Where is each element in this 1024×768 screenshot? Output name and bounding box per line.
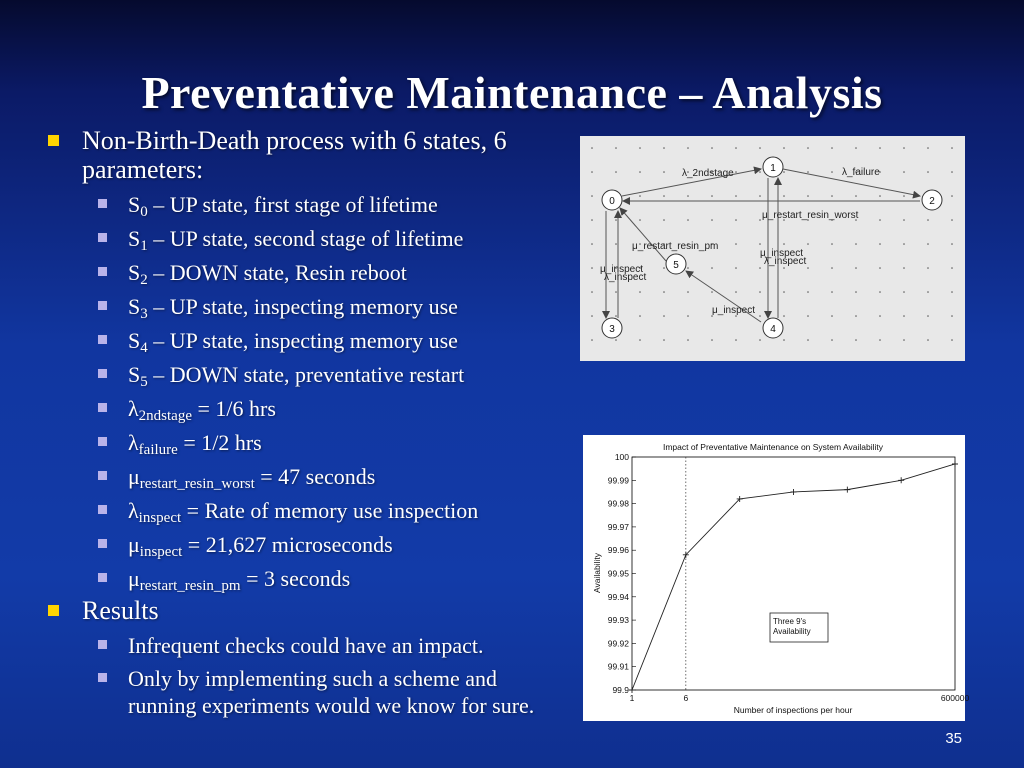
label-2ndstage: λ_2ndstage: [682, 168, 734, 179]
sub-bullet-icon: [98, 267, 107, 276]
label-failure: λ_failure: [842, 167, 880, 178]
bullet-param-restart-pm: $\mu_{restart\_resin\_pm} = 3$ seconds: [44, 565, 584, 592]
sub-bullet-icon: [98, 640, 107, 649]
label-mu-inspect-45: μ_inspect: [712, 305, 756, 316]
state-diagram: [580, 136, 965, 361]
bullet-state-s5: $S_5$ – DOWN state, preventative restart: [44, 361, 584, 388]
sub-bullet-icon: [98, 505, 107, 514]
bullet-param-restart-worst: $\mu_{restart\_resin\_worst} = 47$ seconds: [44, 463, 584, 490]
bullet-param-mu-inspect: $\mu_{inspect} = 21,627$ microseconds: [44, 531, 584, 558]
sub-bullet-icon: [98, 199, 107, 208]
x-axis-label: Number of inspections per hour: [733, 705, 853, 715]
y-tick-label: 99.9: [612, 685, 629, 695]
bullet-result-2: Only by implementing such a scheme and running experiments would we know for sure.: [44, 665, 548, 719]
state-diagram-svg: [580, 136, 965, 361]
label-restart-worst: μ_restart_resin_worst: [762, 210, 859, 221]
bullet-process: Non-Birth-Death process with 6 states, 6 parameters:: [44, 126, 584, 184]
svg-text:5: 5: [673, 260, 679, 271]
y-tick-label: 99.98: [607, 498, 629, 509]
y-tick-label: 99.99: [607, 475, 629, 486]
state-node-1: [763, 157, 783, 177]
state-node-5: [666, 254, 686, 274]
sub-bullet-icon: [98, 573, 107, 582]
page-number: 35: [945, 730, 962, 747]
x-tick-label: 6: [683, 693, 689, 703]
availability-chart-svg: [583, 435, 970, 721]
svg-text:1: 1: [770, 163, 776, 174]
sub-bullet-icon: [98, 471, 107, 480]
x-tick-label: 600000: [940, 693, 970, 703]
bullet-list: [44, 126, 584, 719]
sub-bullet-icon: [98, 673, 107, 682]
bullet-state-s2: $S_2$ – DOWN state, Resin reboot: [44, 259, 584, 286]
chart-title: Impact of Preventative Maintenance on System Availability: [662, 442, 884, 452]
sub-bullet-icon: [98, 539, 107, 548]
label-lambda-inspect-03: λ_inspect: [604, 272, 647, 283]
sub-bullet-icon: [98, 301, 107, 310]
state-node-2: [922, 190, 942, 210]
y-tick-label: 99.91: [607, 661, 629, 672]
svg-text:3: 3: [609, 324, 615, 335]
bullet-result-1: Infrequent checks could have an impact.: [44, 632, 584, 659]
annotation-box: [770, 613, 828, 642]
svg-text:2: 2: [929, 196, 935, 207]
bullet-param-failure: $\lambda_{failure} = 1/2$ hrs: [44, 429, 584, 456]
svg-text:0: 0: [609, 196, 615, 207]
bullet-results: Results: [44, 596, 584, 625]
annotation-line-1: Three 9's: [773, 617, 807, 626]
slide-title: Preventative Maintenance – Analysis: [141, 67, 883, 118]
label-mu-inspect-03: μ_inspect: [600, 264, 644, 275]
y-axis-label: Availability: [592, 552, 602, 594]
y-tick-label: 99.97: [607, 521, 629, 532]
bullet-state-s1: $S_1$ – UP state, second stage of lifetime: [44, 225, 584, 252]
bullet-param-lambda-inspect: $\lambda_{inspect}$ = Rate of memory use inspection: [44, 497, 584, 524]
label-lambda-inspect-14: λ_inspect: [764, 256, 807, 267]
svg-text:4: 4: [770, 324, 776, 335]
label-restart-pm: μ_restart_resin_pm: [632, 241, 719, 252]
bullet-state-s0: $S_0$ – UP state, first stage of lifetime: [44, 191, 584, 218]
sub-bullet-icon: [98, 369, 107, 378]
sub-bullet-icon: [98, 233, 107, 242]
bullet-state-s3: $S_3$ – UP state, inspecting memory use: [44, 293, 584, 320]
bullet-square-icon: [48, 135, 59, 146]
bullet-state-s4: $S_4$ – UP state, inspecting memory use: [44, 327, 584, 354]
bullet-square-icon: [48, 605, 59, 616]
state-node-3: [602, 318, 622, 338]
y-tick-label: 99.96: [607, 545, 629, 556]
bullet-param-2ndstage: $\lambda_{2ndstage} = 1/6$ hrs: [44, 395, 584, 422]
state-node-0: [602, 190, 622, 210]
y-tick-label: 99.93: [607, 615, 629, 626]
annotation-line-2: Availability: [773, 627, 811, 636]
sub-bullet-icon: [98, 403, 107, 412]
y-tick-label: 100: [614, 452, 629, 462]
x-tick-label: 1: [629, 693, 635, 703]
label-mu-inspect-14: μ_inspect: [760, 248, 804, 259]
availability-chart: [583, 435, 970, 721]
y-tick-label: 99.94: [607, 591, 629, 602]
y-tick-label: 99.92: [607, 638, 629, 649]
state-node-4: [763, 318, 783, 338]
sub-bullet-icon: [98, 335, 107, 344]
sub-bullet-icon: [98, 437, 107, 446]
y-tick-label: 99.95: [607, 568, 629, 579]
